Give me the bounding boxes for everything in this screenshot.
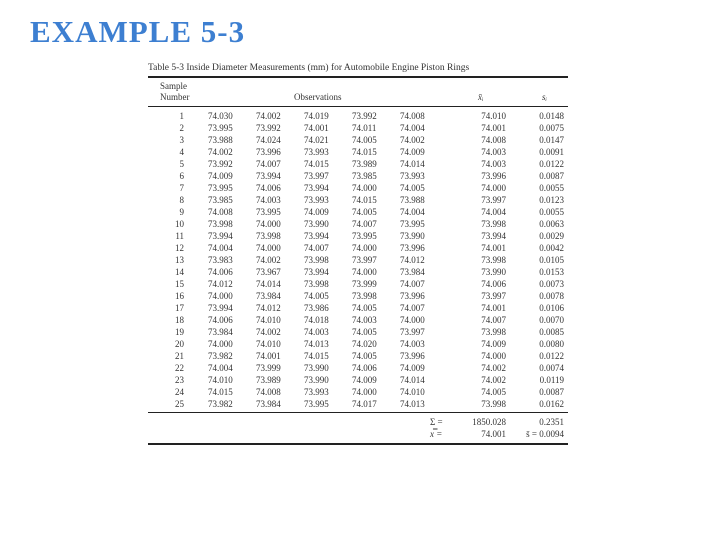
table-cell: 17 [175,303,184,313]
table-cell: 22 [175,363,184,373]
table-cell: 73.995 [304,399,329,409]
header-sample: Sample [160,81,187,91]
table-cell: 73.994 [481,231,506,241]
mean-s-label: s̄ = 0.0094 [526,429,564,439]
table-cell: 74.013 [304,339,329,349]
table-row [148,170,568,182]
table-cell: 73.996 [256,147,281,157]
header-xbar: x̄ᵢ [478,92,484,102]
table-cell: 74.001 [304,123,329,133]
table-cell: 74.010 [208,375,233,385]
table-row [148,314,568,326]
table-cell: 74.015 [208,387,233,397]
table-cell: 74.003 [481,147,506,157]
table-cell: 73.988 [208,135,233,145]
table-header [148,78,568,106]
table-cell: 74.005 [352,303,377,313]
table-cell: 74.015 [304,159,329,169]
table-cell: 73.984 [208,327,233,337]
table-cell: 74.010 [256,315,281,325]
table-cell: 73.998 [481,327,506,337]
header-number: Number [160,92,190,102]
table-cell: 0.0153 [539,267,564,277]
table-cell: 0.0075 [539,123,564,133]
table-cell: 74.002 [256,255,281,265]
table-cell: 74.005 [400,183,425,193]
table-cell: 74.009 [208,171,233,181]
table-cell: 73.990 [481,267,506,277]
table-row [148,362,568,374]
table-cell: 19 [175,327,184,337]
table-cell: 73.998 [481,219,506,229]
table-cell: 73.996 [400,351,425,361]
table-cell: 73.995 [256,207,281,217]
table-cell: 74.000 [400,315,425,325]
table-cell: 73.994 [256,171,281,181]
table-cell: 74.008 [481,135,506,145]
table-cell: 74.011 [352,123,377,133]
table-cell: 1 [179,111,184,121]
table-cell: 14 [175,267,184,277]
table-row [148,146,568,158]
table-cell: 6 [179,171,184,181]
table-cell: 11 [175,231,184,241]
table-cell: 73.992 [208,159,233,169]
table-body [148,110,568,410]
table-cell: 23 [175,375,184,385]
table-cell: 73.998 [352,291,377,301]
table-cell: 73.984 [256,291,281,301]
data-table [148,62,568,445]
table-cell: 74.003 [256,195,281,205]
table-cell: 73.990 [304,375,329,385]
table-cell: 0.0085 [539,327,564,337]
table-cell: 74.015 [352,195,377,205]
table-cell: 73.989 [352,159,377,169]
table-cell: 0.0063 [539,219,564,229]
table-cell: 74.007 [400,303,425,313]
table-cell: 74.008 [400,111,425,121]
header-observations: Observations [294,92,342,102]
table-caption: Table 5-3 Inside Diameter Measurements (mm) for Automobile Engine Piston Rings [148,63,470,73]
table-cell: 0.0105 [539,255,564,265]
header-s: sᵢ [542,92,547,102]
table-row [148,254,568,266]
table-cell: 73.983 [208,255,233,265]
table-cell: 74.005 [352,135,377,145]
table-cell: 74.000 [352,387,377,397]
table-cell: 74.020 [352,339,377,349]
table-cell: 74.008 [256,387,281,397]
table-row [148,194,568,206]
table-cell: 73.986 [304,303,329,313]
table-cell: 12 [175,243,184,253]
sum-row [148,416,568,428]
table-row [148,290,568,302]
table-cell: 73.997 [400,327,425,337]
table-cell: 74.009 [481,339,506,349]
table-cell: 73.994 [208,303,233,313]
table-cell: 74.001 [481,303,506,313]
table-cell: 74.024 [256,135,281,145]
table-cell: 74.004 [208,243,233,253]
table-cell: 73.999 [256,363,281,373]
table-cell: 74.012 [208,279,233,289]
table-row [148,326,568,338]
table-cell: 0.0080 [539,339,564,349]
table-cell: 74.001 [256,351,281,361]
table-cell: 74.007 [352,219,377,229]
table-cell: 74.009 [352,375,377,385]
table-cell: 74.009 [400,147,425,157]
table-cell: 2 [179,123,184,133]
table-cell: 0.0087 [539,171,564,181]
table-row [148,206,568,218]
table-cell: 74.003 [352,315,377,325]
table-cell: 74.007 [400,279,425,289]
table-cell: 73.994 [304,183,329,193]
table-row [148,182,568,194]
table-cell: 74.019 [304,111,329,121]
table-cell: 74.004 [400,207,425,217]
table-cell: 73.994 [208,231,233,241]
table-cell: 73.984 [256,399,281,409]
table-cell: 0.0106 [539,303,564,313]
table-cell: 74.000 [352,183,377,193]
table-cell: 73.967 [256,267,281,277]
table-cell: 73.997 [304,171,329,181]
table-cell: 74.006 [352,363,377,373]
table-cell: 10 [175,219,184,229]
sum-s: 0.2351 [539,417,564,427]
table-cell: 73.990 [304,219,329,229]
table-cell: 74.006 [256,183,281,193]
table-cell: 0.0074 [539,363,564,373]
table-cell: 74.014 [400,159,425,169]
table-cell: 73.998 [304,279,329,289]
table-cell: 0.0042 [539,243,564,253]
table-cell: 73.998 [481,399,506,409]
table-cell: 74.012 [400,255,425,265]
table-cell: 73.982 [208,351,233,361]
table-cell: 74.009 [304,207,329,217]
table-cell: 0.0055 [539,183,564,193]
table-cell: 73.997 [481,291,506,301]
table-row [148,386,568,398]
table-cell: 0.0123 [539,195,564,205]
table-cell: 74.002 [256,111,281,121]
table-cell: 74.017 [352,399,377,409]
table-cell: 74.003 [304,327,329,337]
table-cell: 73.997 [352,255,377,265]
table-cell: 0.0091 [539,147,564,157]
table-cell: 73.988 [400,195,425,205]
table-cell: 73.984 [400,267,425,277]
table-cell: 3 [179,135,184,145]
table-cell: 74.000 [481,351,506,361]
table-cell: 74.000 [481,183,506,193]
table-cell: 73.995 [208,123,233,133]
table-cell: 8 [179,195,184,205]
table-cell: 4 [179,147,184,157]
table-cell: 73.996 [400,291,425,301]
table-cell: 74.010 [400,387,425,397]
table-cell: 74.002 [481,375,506,385]
table-cell: 0.0148 [539,111,564,121]
table-cell: 0.0122 [539,351,564,361]
table-cell: 73.995 [208,183,233,193]
table-cell: 74.021 [304,135,329,145]
table-cell: 74.005 [352,351,377,361]
table-cell: 74.013 [400,399,425,409]
table-cell: 74.001 [481,123,506,133]
table-row [148,158,568,170]
table-cell: 25 [175,399,184,409]
table-cell: 74.012 [256,303,281,313]
sum-xbar: 1850.028 [472,417,506,427]
header-rule [148,106,568,107]
table-row [148,266,568,278]
table-cell: 73.993 [304,387,329,397]
table-cell: 74.003 [400,339,425,349]
table-cell: 0.0087 [539,387,564,397]
table-cell: 73.993 [304,147,329,157]
table-cell: 73.996 [481,171,506,181]
table-cell: 74.018 [304,315,329,325]
table-cell: 73.999 [352,279,377,289]
table-row [148,134,568,146]
table-cell: 74.007 [304,243,329,253]
table-cell: 73.994 [304,231,329,241]
table-row [148,230,568,242]
table-cell: 0.0122 [539,159,564,169]
grand-mean-row [148,428,568,440]
table-cell: 73.995 [352,231,377,241]
table-cell: 9 [179,207,184,217]
table-cell: 16 [175,291,184,301]
table-cell: 74.010 [481,111,506,121]
table-cell: 74.002 [400,135,425,145]
table-cell: 74.002 [481,363,506,373]
table-row [148,350,568,362]
table-cell: 73.995 [400,219,425,229]
grand-mean-label: x̿ = [430,429,443,439]
table-cell: 0.0078 [539,291,564,301]
table-cell: 73.997 [481,195,506,205]
table-cell: 0.0119 [539,375,564,385]
table-cell: 74.004 [400,123,425,133]
table-row [148,278,568,290]
table-row [148,122,568,134]
table-cell: 74.005 [304,291,329,301]
table-cell: 74.006 [208,267,233,277]
table-cell: 74.004 [481,207,506,217]
table-row [148,242,568,254]
table-cell: 73.982 [208,399,233,409]
table-cell: 0.0162 [539,399,564,409]
table-row [148,302,568,314]
table-cell: 73.990 [400,231,425,241]
grand-mean-value: 74.001 [481,429,506,439]
table-cell: 73.993 [400,171,425,181]
table-row [148,218,568,230]
table-cell: 73.990 [304,363,329,373]
table-cell: 74.009 [400,363,425,373]
table-cell: 13 [175,255,184,265]
table-cell: 0.0073 [539,279,564,289]
table-cell: 74.014 [256,279,281,289]
table-cell: 24 [175,387,184,397]
table-cell: 74.003 [481,159,506,169]
table-cell: 74.005 [352,207,377,217]
table-cell: 73.998 [256,231,281,241]
table-cell: 7 [179,183,184,193]
table-cell: 74.015 [352,147,377,157]
table-cell: 73.992 [352,111,377,121]
table-cell: 73.993 [304,195,329,205]
table-cell: 73.985 [352,171,377,181]
table-cell: 74.000 [256,243,281,253]
table-row [148,398,568,410]
table-cell: 74.002 [208,147,233,157]
table-cell: 74.006 [208,315,233,325]
table-cell: 74.000 [208,291,233,301]
table-cell: 74.005 [352,327,377,337]
table-cell: 74.007 [481,315,506,325]
table-cell: 0.0055 [539,207,564,217]
table-cell: 74.002 [256,327,281,337]
table-row [148,374,568,386]
table-cell: 74.030 [208,111,233,121]
table-cell: 74.000 [352,243,377,253]
table-cell: 73.996 [400,243,425,253]
table-cell: 15 [175,279,184,289]
table-cell: 20 [175,339,184,349]
table-bottom-rule [148,443,568,445]
table-cell: 74.007 [256,159,281,169]
table-cell: 73.998 [208,219,233,229]
table-cell: 74.008 [208,207,233,217]
sum-label: Σ = [430,417,443,427]
table-cell: 73.985 [208,195,233,205]
table-cell: 74.004 [208,363,233,373]
table-cell: 73.998 [481,255,506,265]
table-cell: 18 [175,315,184,325]
table-cell: 73.992 [256,123,281,133]
table-cell: 74.015 [304,351,329,361]
table-cell: 5 [179,159,184,169]
table-row [148,338,568,350]
table-cell: 74.014 [400,375,425,385]
table-row [148,110,568,122]
table-cell: 0.0070 [539,315,564,325]
table-cell: 74.005 [481,387,506,397]
table-cell: 21 [175,351,184,361]
table-cell: 73.994 [304,267,329,277]
table-cell: 74.010 [256,339,281,349]
table-cell: 74.000 [256,219,281,229]
table-cell: 74.001 [481,243,506,253]
table-cell: 74.000 [208,339,233,349]
table-cell: 74.000 [352,267,377,277]
table-cell: 74.006 [481,279,506,289]
table-cell: 73.998 [304,255,329,265]
table-cell: 0.0147 [539,135,564,145]
slide-title: EXAMPLE 5-3 [30,14,246,49]
table-cell: 73.989 [256,375,281,385]
table-cell: 0.0029 [539,231,564,241]
